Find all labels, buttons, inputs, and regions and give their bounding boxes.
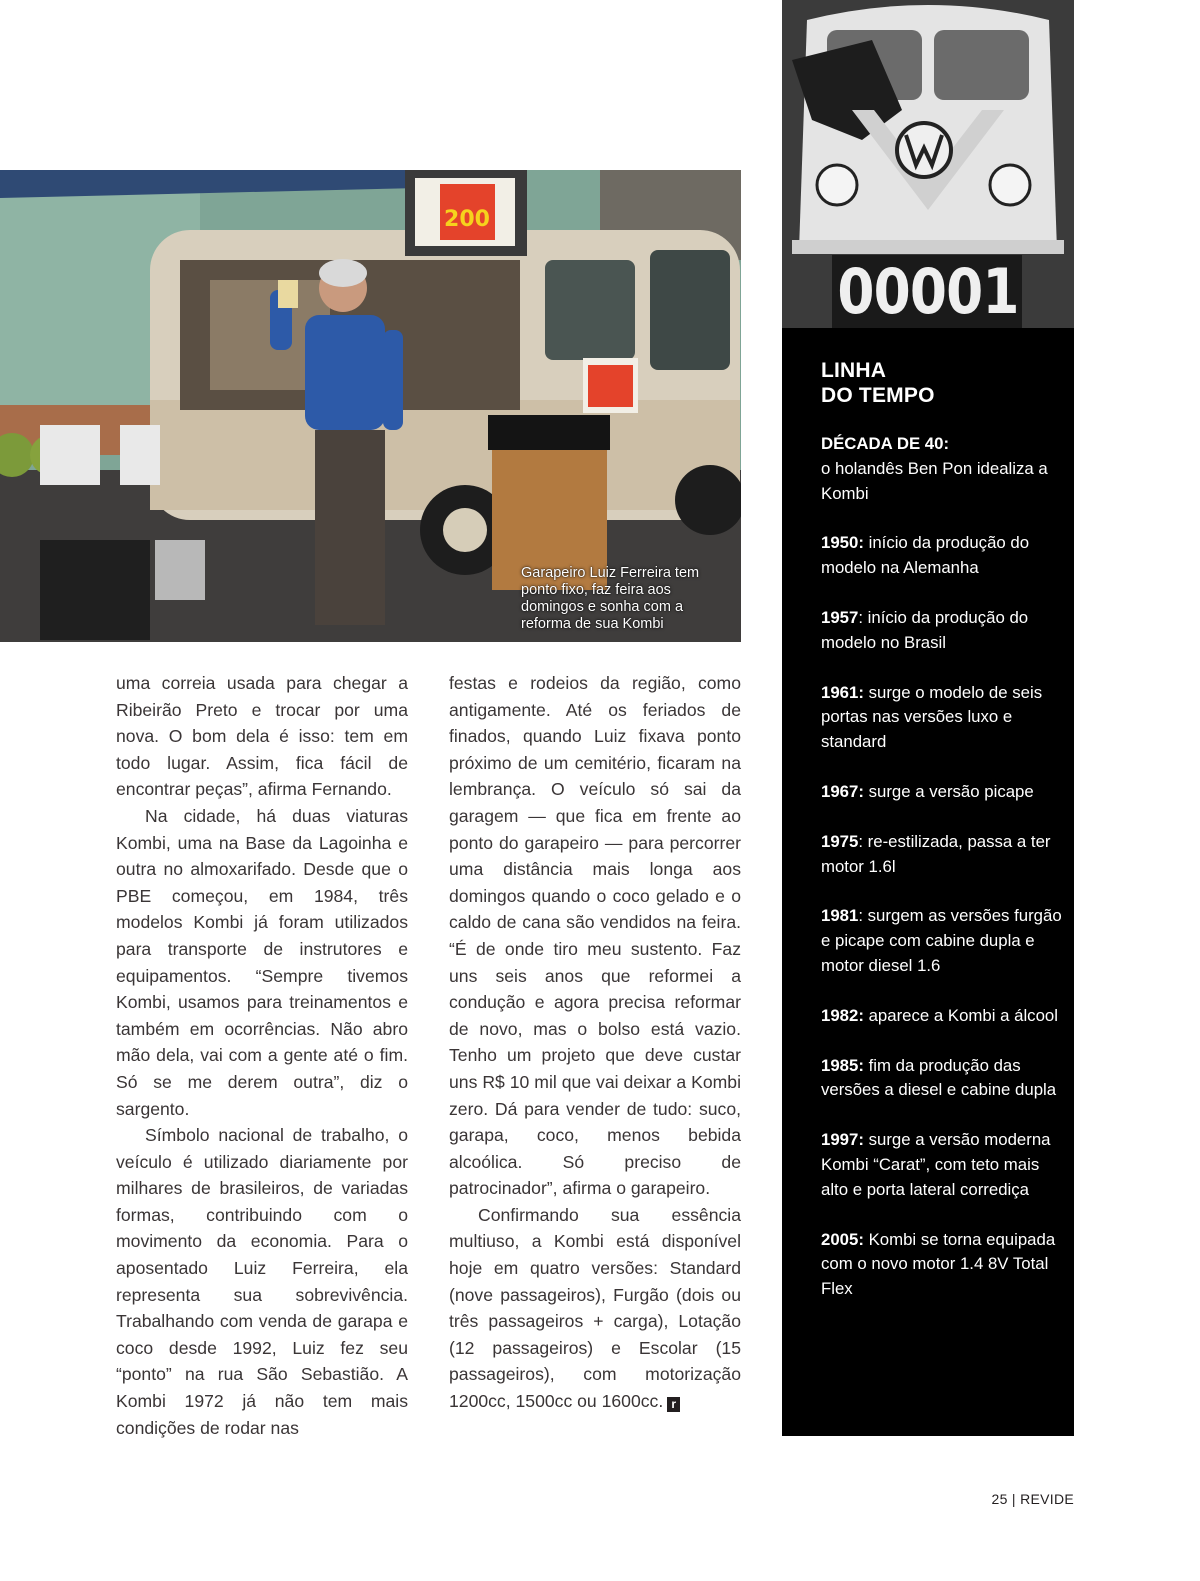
page-footer [900,1491,1074,1507]
kombi-front-photo [782,0,1074,328]
timeline-sidebar [782,0,1074,1436]
timeline-year: 1981 [821,906,859,926]
timeline-year: 1950: [821,533,864,553]
timeline-text: o holandês Ben Pon idealiza a Kombi [821,458,1048,503]
timeline-year: 1985: [821,1055,864,1075]
timeline-item [821,780,1066,805]
paragraph-last [449,1202,741,1415]
timeline-year: 1982: [821,1005,864,1025]
timeline-text: início da produção do modelo na Alemanha [821,533,1030,578]
license-plate-text: 00001 [837,255,1019,328]
paragraph-text: Confirmando sua essência multiuso, a Kombi está disponível hoje em quatro versões: Standard (nove passageiros), Furgão (dois ou três passageiros + carga), Lotação (12 passageiros) e Escolar (15 passageiros), com motorização 1200cc, 1500cc ou 1600cc. [449,1204,741,1412]
timeline-year: 1997: [821,1130,864,1150]
timeline-text: fim da produção das versões a diesel e cabine dupla [821,1055,1057,1100]
timeline-text: surge o modelo de seis portas nas versões luxo e standard [821,682,1043,752]
page-number: 25 [991,1491,1008,1507]
paragraph: Símbolo nacional de trabalho, o veículo é utilizado diariamente por milhares de brasileiros, de variadas formas, contribuindo com o movimento da economia. Para o aposentado Luiz Ferreira, ela representa sua sobrevivência. Trabalhando com venda de garapa e coco desde 1992, Luiz fez seu “ponto” na rua São Sebastião. A Kombi 1972 já não tem mais condições de rodar nas [116,1125,408,1438]
magazine-name: REVIDE [1020,1491,1074,1507]
timeline-text: surge a versão moderna Kombi “Carat”, com teto mais alto e porta lateral corrediça [821,1130,1051,1199]
timeline-year: 1967: [821,781,864,801]
timeline-item [821,904,1066,978]
article-column-2 [449,670,741,1415]
timeline-title-line1: LINHA [821,359,887,382]
timeline-item [821,1228,1066,1302]
end-mark-icon: r [667,1397,680,1412]
timeline-text: : re-estilizada, passa a ter motor 1.6l [821,831,1051,876]
timeline-item [821,1004,1066,1029]
timeline-text: Kombi se torna equipada com o novo motor 1.4 8V Total Flex [821,1229,1056,1299]
paragraph: uma correia usada para chegar a Ribeirão Preto e trocar por uma nova. O bom dela é isso: tem em todo lugar. Assim, fica fácil de encontrar peças”, afirma Fernando. [116,673,408,800]
timeline-text: aparece a Kombi a álcool [868,1005,1058,1025]
timeline-text: surge a versão picape [868,781,1034,801]
timeline-year: DÉCADA DE 40: [821,434,950,453]
paragraph: festas e rodeios da região, como antigamente. Até os feriados de finados, quando Luiz fixava ponto próximo de um cemitério, ficaram na lembrança. O veículo só sai da garagem — que fica em frente ao ponto do garapeiro — para percorrer uma distância mais longa aos domingos quando o coco gelado e o caldo de cana são vendidos na feira. “É de onde tiro meu sustento. Faz uns seis anos que reformei a condução e agora precisa reformar de novo, mas o bolso está vazio. Tenho um projeto que deve custar uns R$ 10 mil que vai deixar a Kombi zero. Dá para vender de tudo: suco, garapa, coco, menos bebida alcoólica. Só preciso de patrocinador”, afirma o garapeiro. [449,673,741,1199]
timeline-title [821,358,935,408]
article-column-1 [116,670,408,1441]
paragraph: Na cidade, há duas viaturas Kombi, uma na Base da Lagoinha e outra no almoxarifado. Desde que o PBE começou, em 1984, três modelos Kombi já foram utilizados para transporte de instrutores e equipamentos. “Sempre tivemos Kombi, usamos para treinamentos e também em ocorrências. Não abro mão dela, vai com a gente até o fim. Só se me derem outra”, diz o sargento. [116,805,408,1119]
timeline-year: 2005: [821,1229,864,1249]
photo-caption: Garapeiro Luiz Ferreira tem ponto fixo, faz feira aos domingos e sonha com a reforma de sua Kombi [521,565,700,632]
timeline-item [821,681,1066,755]
timeline-item [821,830,1066,880]
timeline-title-line2: DO TEMPO [821,384,935,407]
timeline-list [821,432,1066,1327]
timeline-text: : surgem as versões furgão e picape com cabine dupla e motor diesel 1.6 [821,906,1062,975]
timeline-item [821,606,1066,656]
timeline-item [821,531,1066,581]
roof-sign-text: 200 [444,207,490,232]
timeline-item [821,1054,1066,1104]
timeline-year: 1975 [821,831,859,851]
timeline-year: 1957 [821,607,859,627]
timeline-item [821,1128,1066,1202]
footer-separator: | [1011,1491,1016,1507]
timeline-item [821,432,1066,506]
timeline-year: 1961: [821,682,864,702]
timeline-text: : início da produção do modelo no Brasil [821,607,1029,652]
